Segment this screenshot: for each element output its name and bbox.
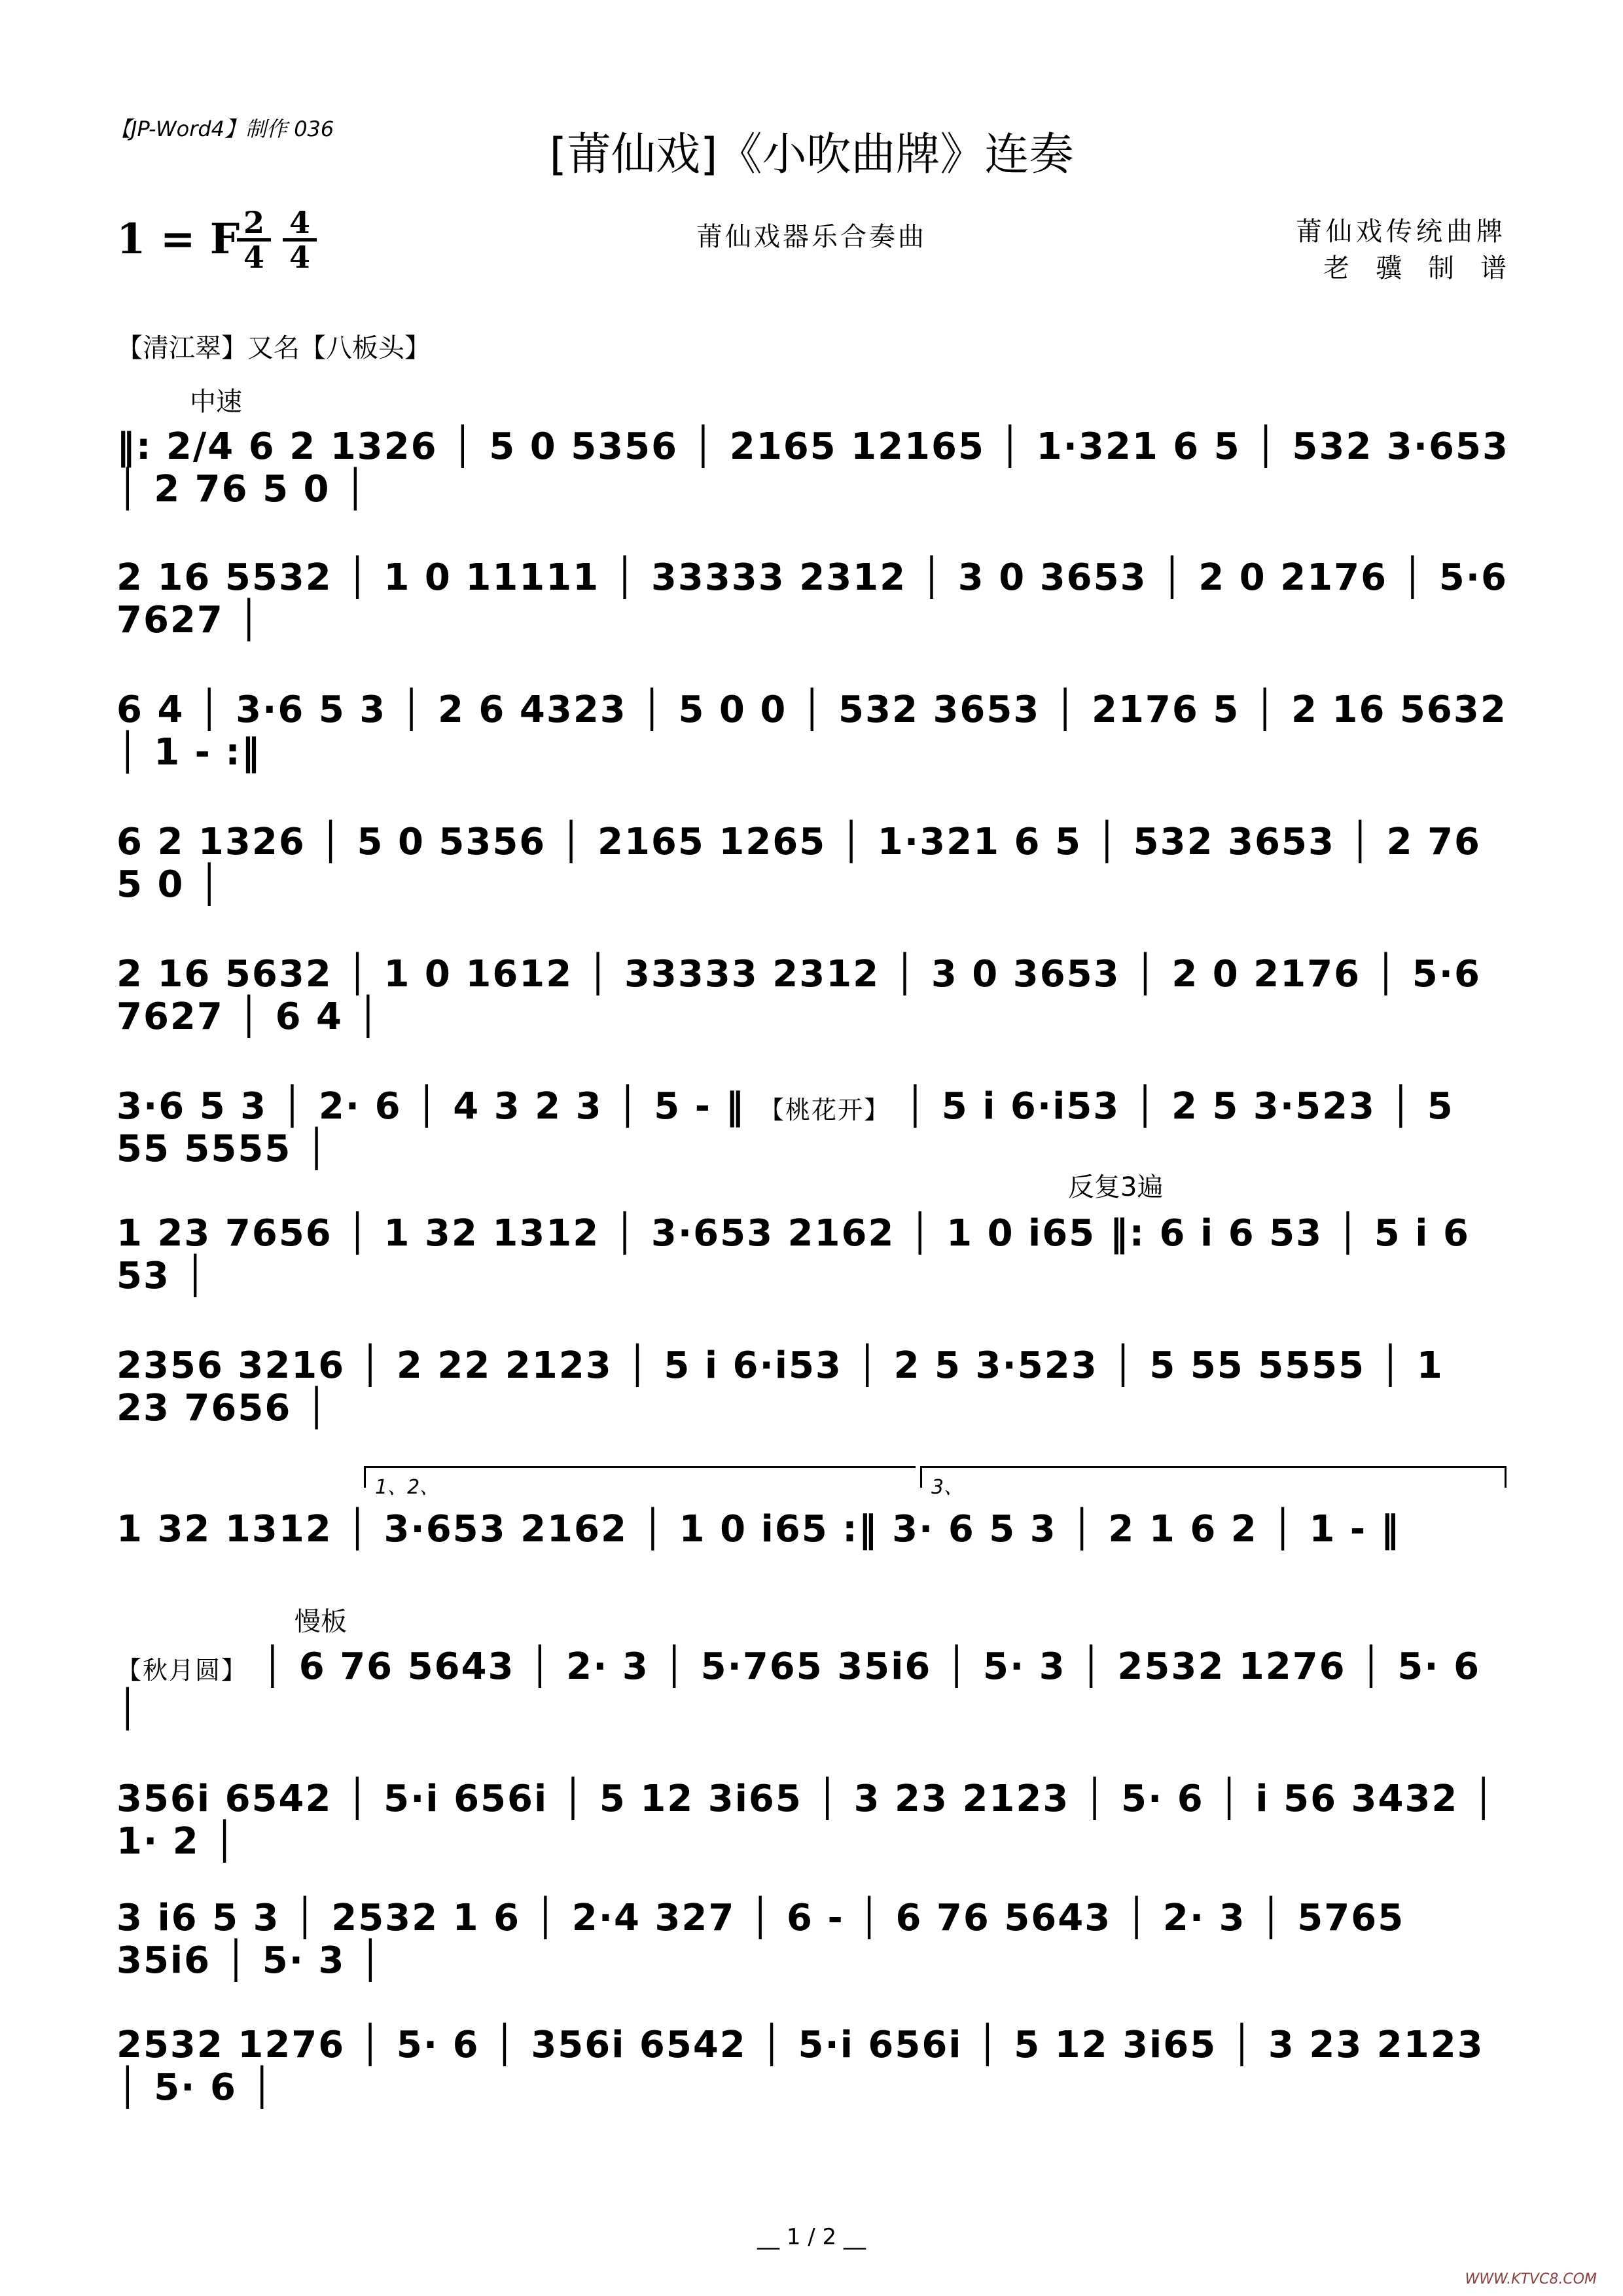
source-line-2: 老骥制谱 (1323, 253, 1533, 283)
line-notes-b: 6 i 6 53 │ 5 i 6 53 │ (116, 1212, 1470, 1297)
section-label-qiuyueyuan: 【秋月圆】 (116, 1656, 248, 1685)
tempo-marking: 中速 (190, 387, 242, 417)
notation-line-12 (116, 1897, 1510, 1982)
line-prefix: ‖: 2/4 (116, 425, 249, 468)
line-notes: 3 i6 5 3 │ 2532 1 6 │ 2·4 327 │ 6 - │ 6 76 5643 │ 2· 3 │ 5765 35i6 │ 5· 3 │ (116, 1897, 1405, 1982)
section-label-qingjiangcui: 【清江翠】又名【八板头】 (116, 333, 431, 363)
source-line-1: 莆仙戏传统曲牌 (1296, 217, 1507, 247)
page-number: __ 1 / 2 __ (757, 2224, 866, 2250)
time-sig-top: 4 (289, 205, 310, 240)
notation-line-8 (116, 1344, 1510, 1429)
notation-line-6 (116, 1085, 1510, 1170)
notation-line-11 (116, 1778, 1510, 1863)
notation-line-7 (116, 1212, 1510, 1297)
volta-bracket-2 (920, 1466, 1507, 1499)
notation-line-9 (116, 1508, 1510, 1551)
notation-line-3 (116, 689, 1510, 774)
line-notes: 356i 6542 │ 5·i 656i │ 5 12 3i65 │ 3 23 2123 │ 5· 6 │ i 56 3432 │ 1· 2 │ (116, 1778, 1496, 1863)
notation-line-1 (116, 425, 1510, 511)
line-notes: │ 6 76 5643 │ 2· 3 │ 5·765 35i6 │ 5· 3 │ 2532 1276 │ 5· 6 │ (116, 1645, 1481, 1731)
score-title: [莆仙戏]《小吹曲牌》连奏 (549, 129, 1074, 181)
line-notes-a: 1 23 7656 │ 1 32 1312 │ 3·653 2162 │ 1 0 i65 ‖: (116, 1212, 1146, 1255)
score-source (1296, 213, 1533, 287)
watermark: WWW.KTVC8.COM (1465, 2271, 1597, 2287)
notation-line-5 (116, 953, 1510, 1038)
score-subtitle: 莆仙戏器乐合奏曲 (696, 222, 927, 252)
time-sig-top: 2 (243, 205, 264, 240)
section-label-taohuakai: 【桃花开】 (759, 1096, 891, 1124)
tempo-marking-slow: 慢板 (294, 1607, 347, 1637)
notation-line-13 (116, 2024, 1510, 2109)
notation-line-10 (116, 1645, 1510, 1731)
line-notes-b: │ 5 i 6·i53 │ 2 5 3·523 │ 5 55 5555 │ (116, 1085, 1454, 1170)
key-signature: 1 = F (116, 215, 240, 264)
time-sig-bottom: 4 (237, 238, 271, 273)
line-notes: 6 2 1326 │ 5 0 5356 │ 2165 1265 │ 1·321 6 5 │ 532 3653 │ 2 76 5 0 │ (116, 821, 1482, 906)
line-notes: 2532 1276 │ 5· 6 │ 356i 6542 │ 5·i 656i │ 5 12 3i65 │ 3 23 2123 │ 5· 6 │ (116, 2024, 1484, 2109)
line-notes: 2356 3216 │ 2 22 2123 │ 5 i 6·i53 │ 2 5 3·523 │ 5 55 5555 │ 1 23 7656 │ (116, 1344, 1444, 1429)
volta-label: 1、2、 (375, 1476, 440, 1499)
repeat-note: 反复3遍 (1068, 1172, 1164, 1202)
maker-credit: 【JP-Word4】制作 036 (110, 117, 334, 141)
line-notes: 1 32 1312 │ 3·653 2162 │ 1 0 i65 :‖ 3· 6 5 3 │ 2 1 6 2 │ 1 - ‖ (116, 1508, 1400, 1551)
notation-line-4 (116, 821, 1510, 906)
line-notes: 2 16 5632 │ 1 0 1612 │ 33333 2312 │ 3 0 3653 │ 2 0 2176 │ 5·6 7627 │ 6 4 │ (116, 953, 1482, 1038)
line-notes: 6 2 1326 │ 5 0 5356 │ 2165 12165 │ 1·321 6 5 │ 532 3·653 │ 2 76 5 0 │ (116, 425, 1509, 511)
line-notes: 2 16 5532 │ 1 0 11111 │ 33333 2312 │ 3 0 3653 │ 2 0 2176 │ 5·6 7627 │ (116, 556, 1508, 641)
line-notes-a: 3·6 5 3 │ 2· 6 │ 4 3 2 3 │ 5 - ‖ (116, 1085, 745, 1128)
notation-line-2 (116, 556, 1510, 641)
volta-bracket-1 (364, 1466, 916, 1499)
time-sig-bottom: 4 (283, 238, 317, 273)
line-notes: 6 4 │ 3·6 5 3 │ 2 6 4323 │ 5 0 0 │ 532 3653 │ 2176 5 │ 2 16 5632 │ 1 - :‖ (116, 689, 1507, 774)
volta-label: 3、 (931, 1476, 964, 1499)
